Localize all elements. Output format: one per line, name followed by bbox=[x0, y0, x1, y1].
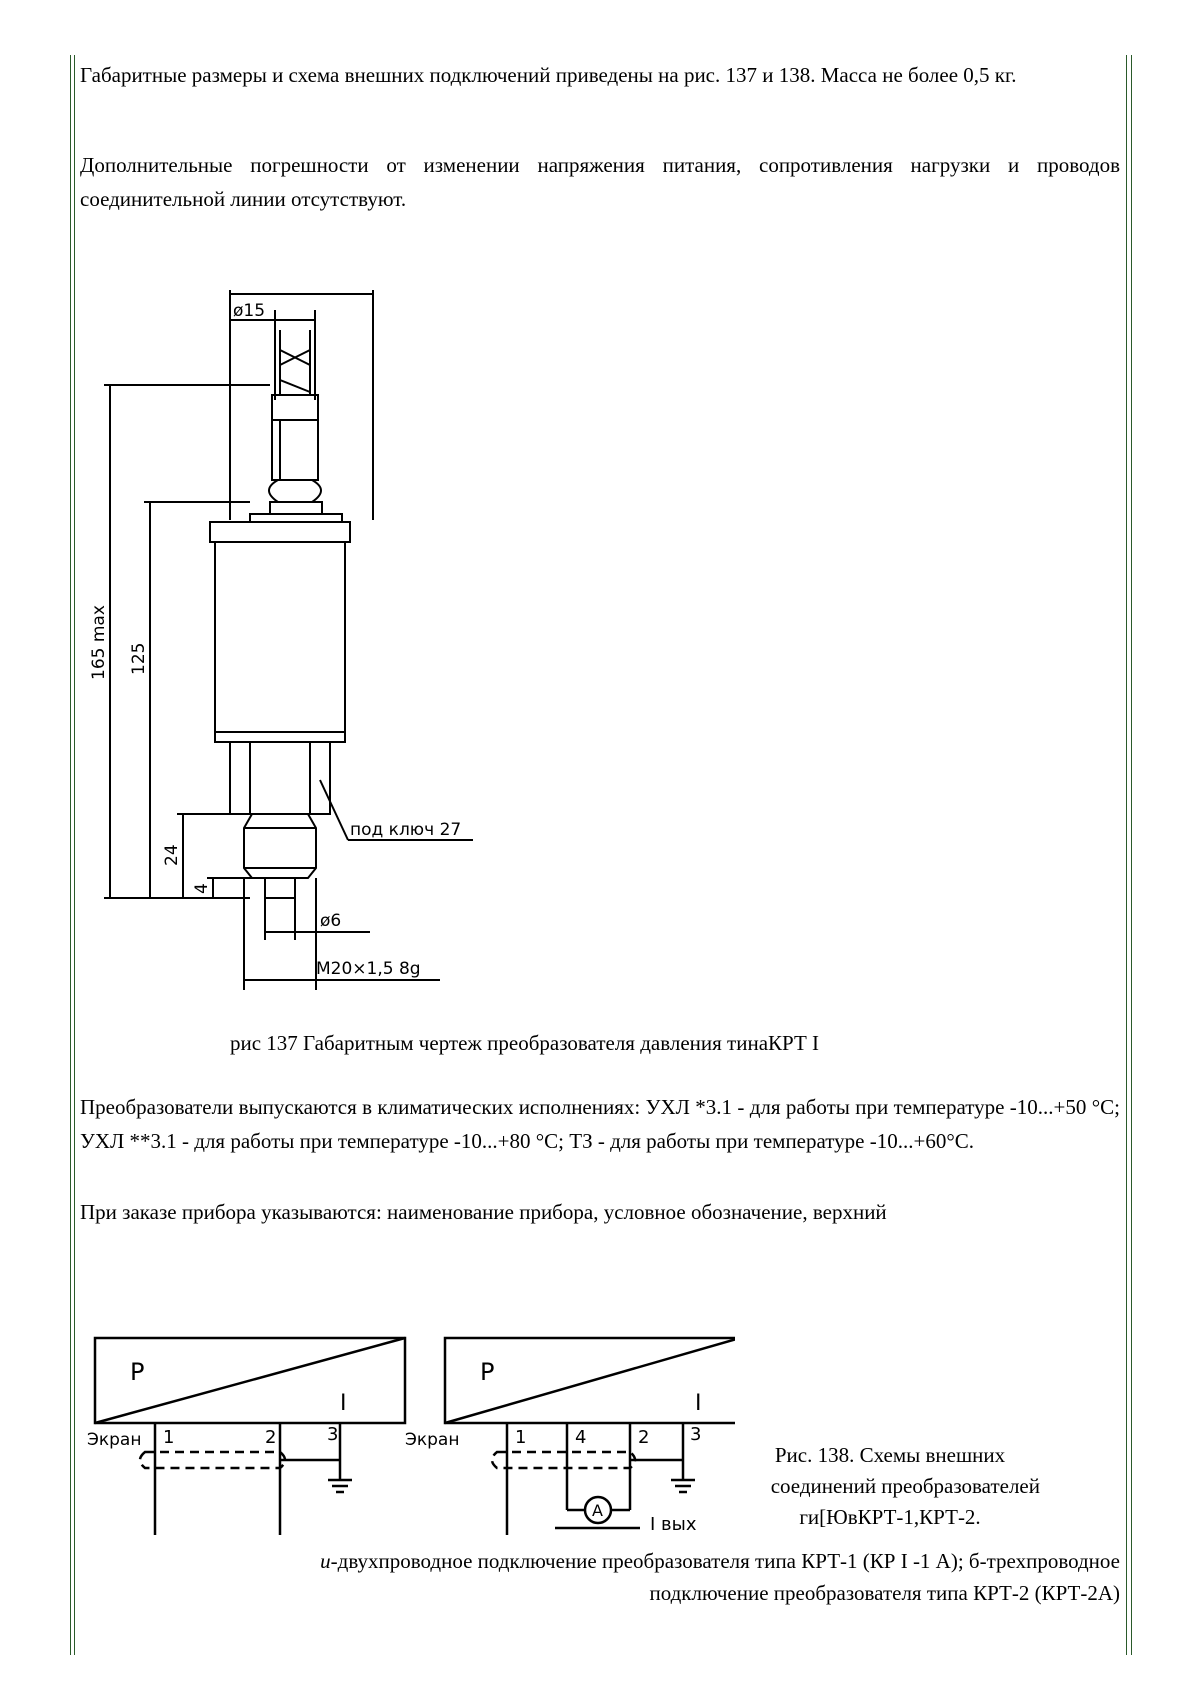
diagram-b-t4: 4 bbox=[575, 1427, 587, 1448]
figure-138-caption bbox=[740, 1440, 1040, 1533]
dim-d6: ø6 bbox=[320, 911, 342, 931]
figure-138-note-line2: подключение преобразователя типа КРТ-2 (КРТ-2А) bbox=[649, 1581, 1120, 1605]
dim-4: 4 bbox=[192, 883, 212, 894]
dim-thread: M20×1,5 8g bbox=[316, 959, 421, 979]
figure-138-caption-line1: Рис. 138. Схемы внешних bbox=[774, 1443, 1006, 1467]
figure-138-note bbox=[80, 1545, 1120, 1609]
diagram-b-meter: A bbox=[592, 1501, 603, 1520]
diagram-a-t3: 3 bbox=[327, 1424, 339, 1445]
paragraph-errors: Дополнительные погрешности от изменении напряжения питания, сопротивления нагрузки и проводов соединительной линии отсутствуют. bbox=[80, 153, 1120, 211]
diagram-b-p: P bbox=[480, 1358, 495, 1386]
paragraph-order: При заказе прибора указываются: наименование прибора, условное обозначение, верхний bbox=[80, 1200, 887, 1224]
frame-right-outer bbox=[1131, 55, 1132, 1655]
figure-137-drawing bbox=[80, 280, 600, 1060]
figure-137-caption: рис 137 Габаритным чертеж преобразователя давления тинаКРТ I bbox=[230, 1031, 820, 1055]
diagram-b-t2: 2 bbox=[638, 1427, 650, 1448]
diagram-a-p: P bbox=[130, 1358, 145, 1386]
figure-138-diagram-a bbox=[85, 1330, 415, 1540]
figure-138-caption-line3: ги[ЮвКРТ-1,КРТ-2. bbox=[799, 1505, 981, 1529]
frame-right-inner bbox=[1126, 55, 1127, 1655]
note-line1-text: -двухпроводное подключение преобразователя типа КРТ-1 (КР I -1 А); б-трехпроводное bbox=[330, 1549, 1120, 1573]
dim-165: 165 max bbox=[89, 605, 109, 680]
dim-d15: ø15 bbox=[233, 301, 266, 321]
diagram-a-t2: 2 bbox=[265, 1427, 277, 1448]
figure-138-caption-line2: соединений преобразователей bbox=[770, 1474, 1040, 1498]
frame-left-inner bbox=[74, 55, 75, 1655]
diagram-b-t3: 3 bbox=[690, 1424, 702, 1445]
diagram-b-out: I вых bbox=[650, 1514, 697, 1535]
diagram-b-t1: 1 bbox=[515, 1427, 527, 1448]
dim-125: 125 bbox=[129, 642, 149, 675]
note-italic-letter: и bbox=[320, 1549, 331, 1573]
paragraph-climate: Преобразователи выпускаются в климатических исполнениях: УХЛ *3.1 - для работы при температуре -10...+50 °С; УХЛ **3.1 - для работы при температуре -10...+80 °С; ТЗ - для работы при температуре -10...+60°С. bbox=[80, 1095, 1120, 1153]
figure-138-diagram-b bbox=[405, 1330, 735, 1540]
diagram-b-i: I bbox=[695, 1391, 702, 1416]
diagram-b-screen: Экран bbox=[405, 1430, 460, 1450]
diagram-a-t1: 1 bbox=[163, 1427, 175, 1448]
diagram-a-i: I bbox=[340, 1391, 347, 1416]
diagram-a-screen: Экран bbox=[87, 1430, 142, 1450]
frame-left-outer bbox=[70, 55, 71, 1655]
dim-wrench: под ключ 27 bbox=[350, 820, 462, 840]
paragraph-dimensions: Габаритные размеры и схема внешних подключений приведены на рис. 137 и 138. Масса не более 0,5 кг. bbox=[80, 63, 1017, 87]
dim-24: 24 bbox=[162, 844, 182, 866]
figure-138-note-line1 bbox=[80, 1545, 1120, 1577]
